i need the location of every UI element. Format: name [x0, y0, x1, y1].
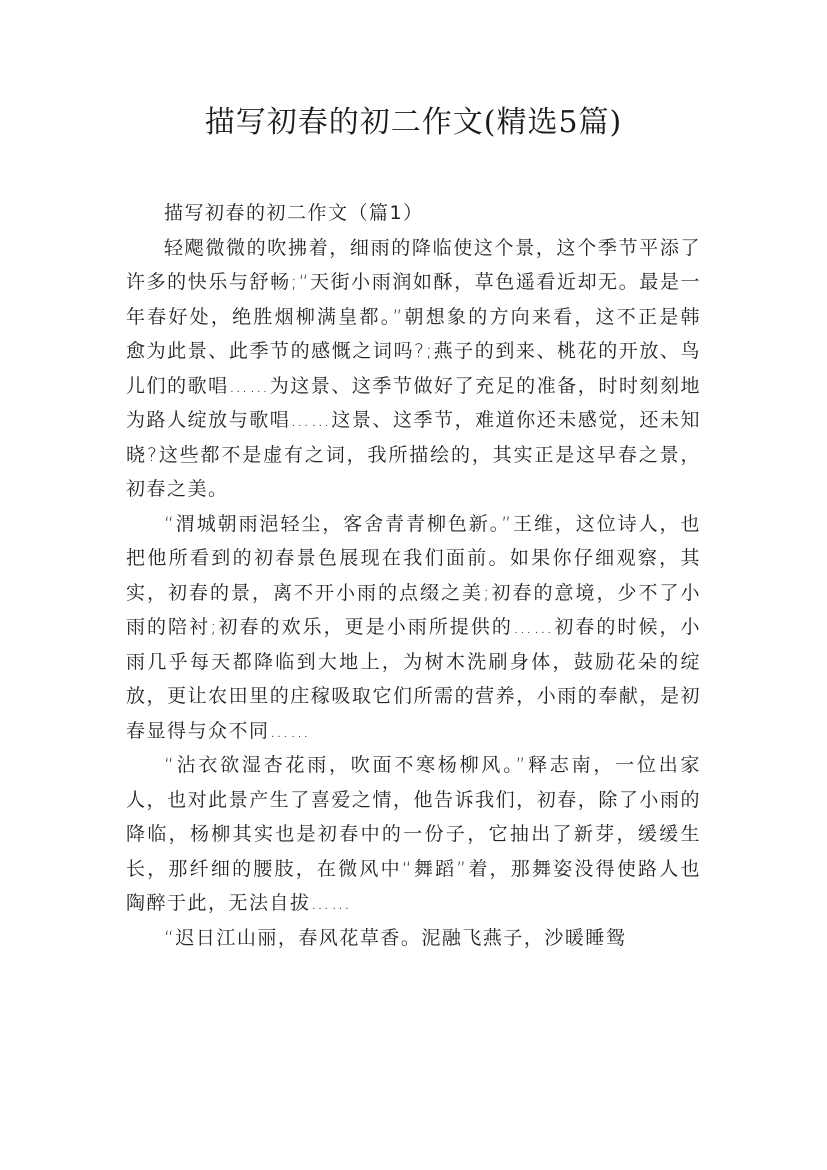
paragraph-2: “渭城朝雨浥轻尘，客舍青青柳色新。”王维，这位诗人，也把他所看到的初春景色展现在我们面前。如果你仔细观察，其实，初春的景，离不开小雨的点缀之美;初春的意境，少不了小雨的陪衬;初春的欢乐，更是小雨所提供的……初春的时候，小雨几乎每天都降临到大地上，为树木洗刷身体，鼓励花朵的绽放，更让农田里的庄稼吸取它们所需的营养，小雨的奉献，是初春显得与众不同……	[126, 512, 701, 742]
document-body	[126, 196, 701, 955]
paragraph-3: “沾衣欲湿杏花雨，吹面不寒杨柳风。”释志南，一位出家人，也对此景产生了喜爱之情，他告诉我们，初春，除了小雨的降临，杨柳其实也是初春中的一份子，它抽出了新芽，缓缓生长，那纤细的腰肢，在微风中“舞蹈”着，那舞姿没得使路人也陶醉于此，无法自拔……	[126, 754, 701, 914]
section-heading: 描写初春的初二作文（篇1）	[164, 202, 424, 224]
paragraph-4: “迟日江山丽，春风花草香。泥融飞燕子，沙暖睡鸳	[164, 926, 627, 949]
document-title: 描写初春的初二作文(精选5篇)	[204, 105, 623, 140]
paragraph-1: 轻飔微微的吹拂着，细雨的降临使这个景，这个季节平添了许多的快乐与舒畅;“天街小雨润如酥，草色遥看近却无。最是一年春好处，绝胜烟柳满皇都。”朝想象的方向来看，这不正是韩愈为此景、此季节的感慨之词吗?;燕子的到来、桃花的开放、鸟儿们的歌唱……为这景、这季节做好了充足的准备，时时刻刻地为路人绽放与歌唱……这景、这季节，难道你还未感觉，还未知晓?这些都不是虚有之词，我所描绘的，其实正是这早春之景，初春之美。	[126, 236, 701, 500]
